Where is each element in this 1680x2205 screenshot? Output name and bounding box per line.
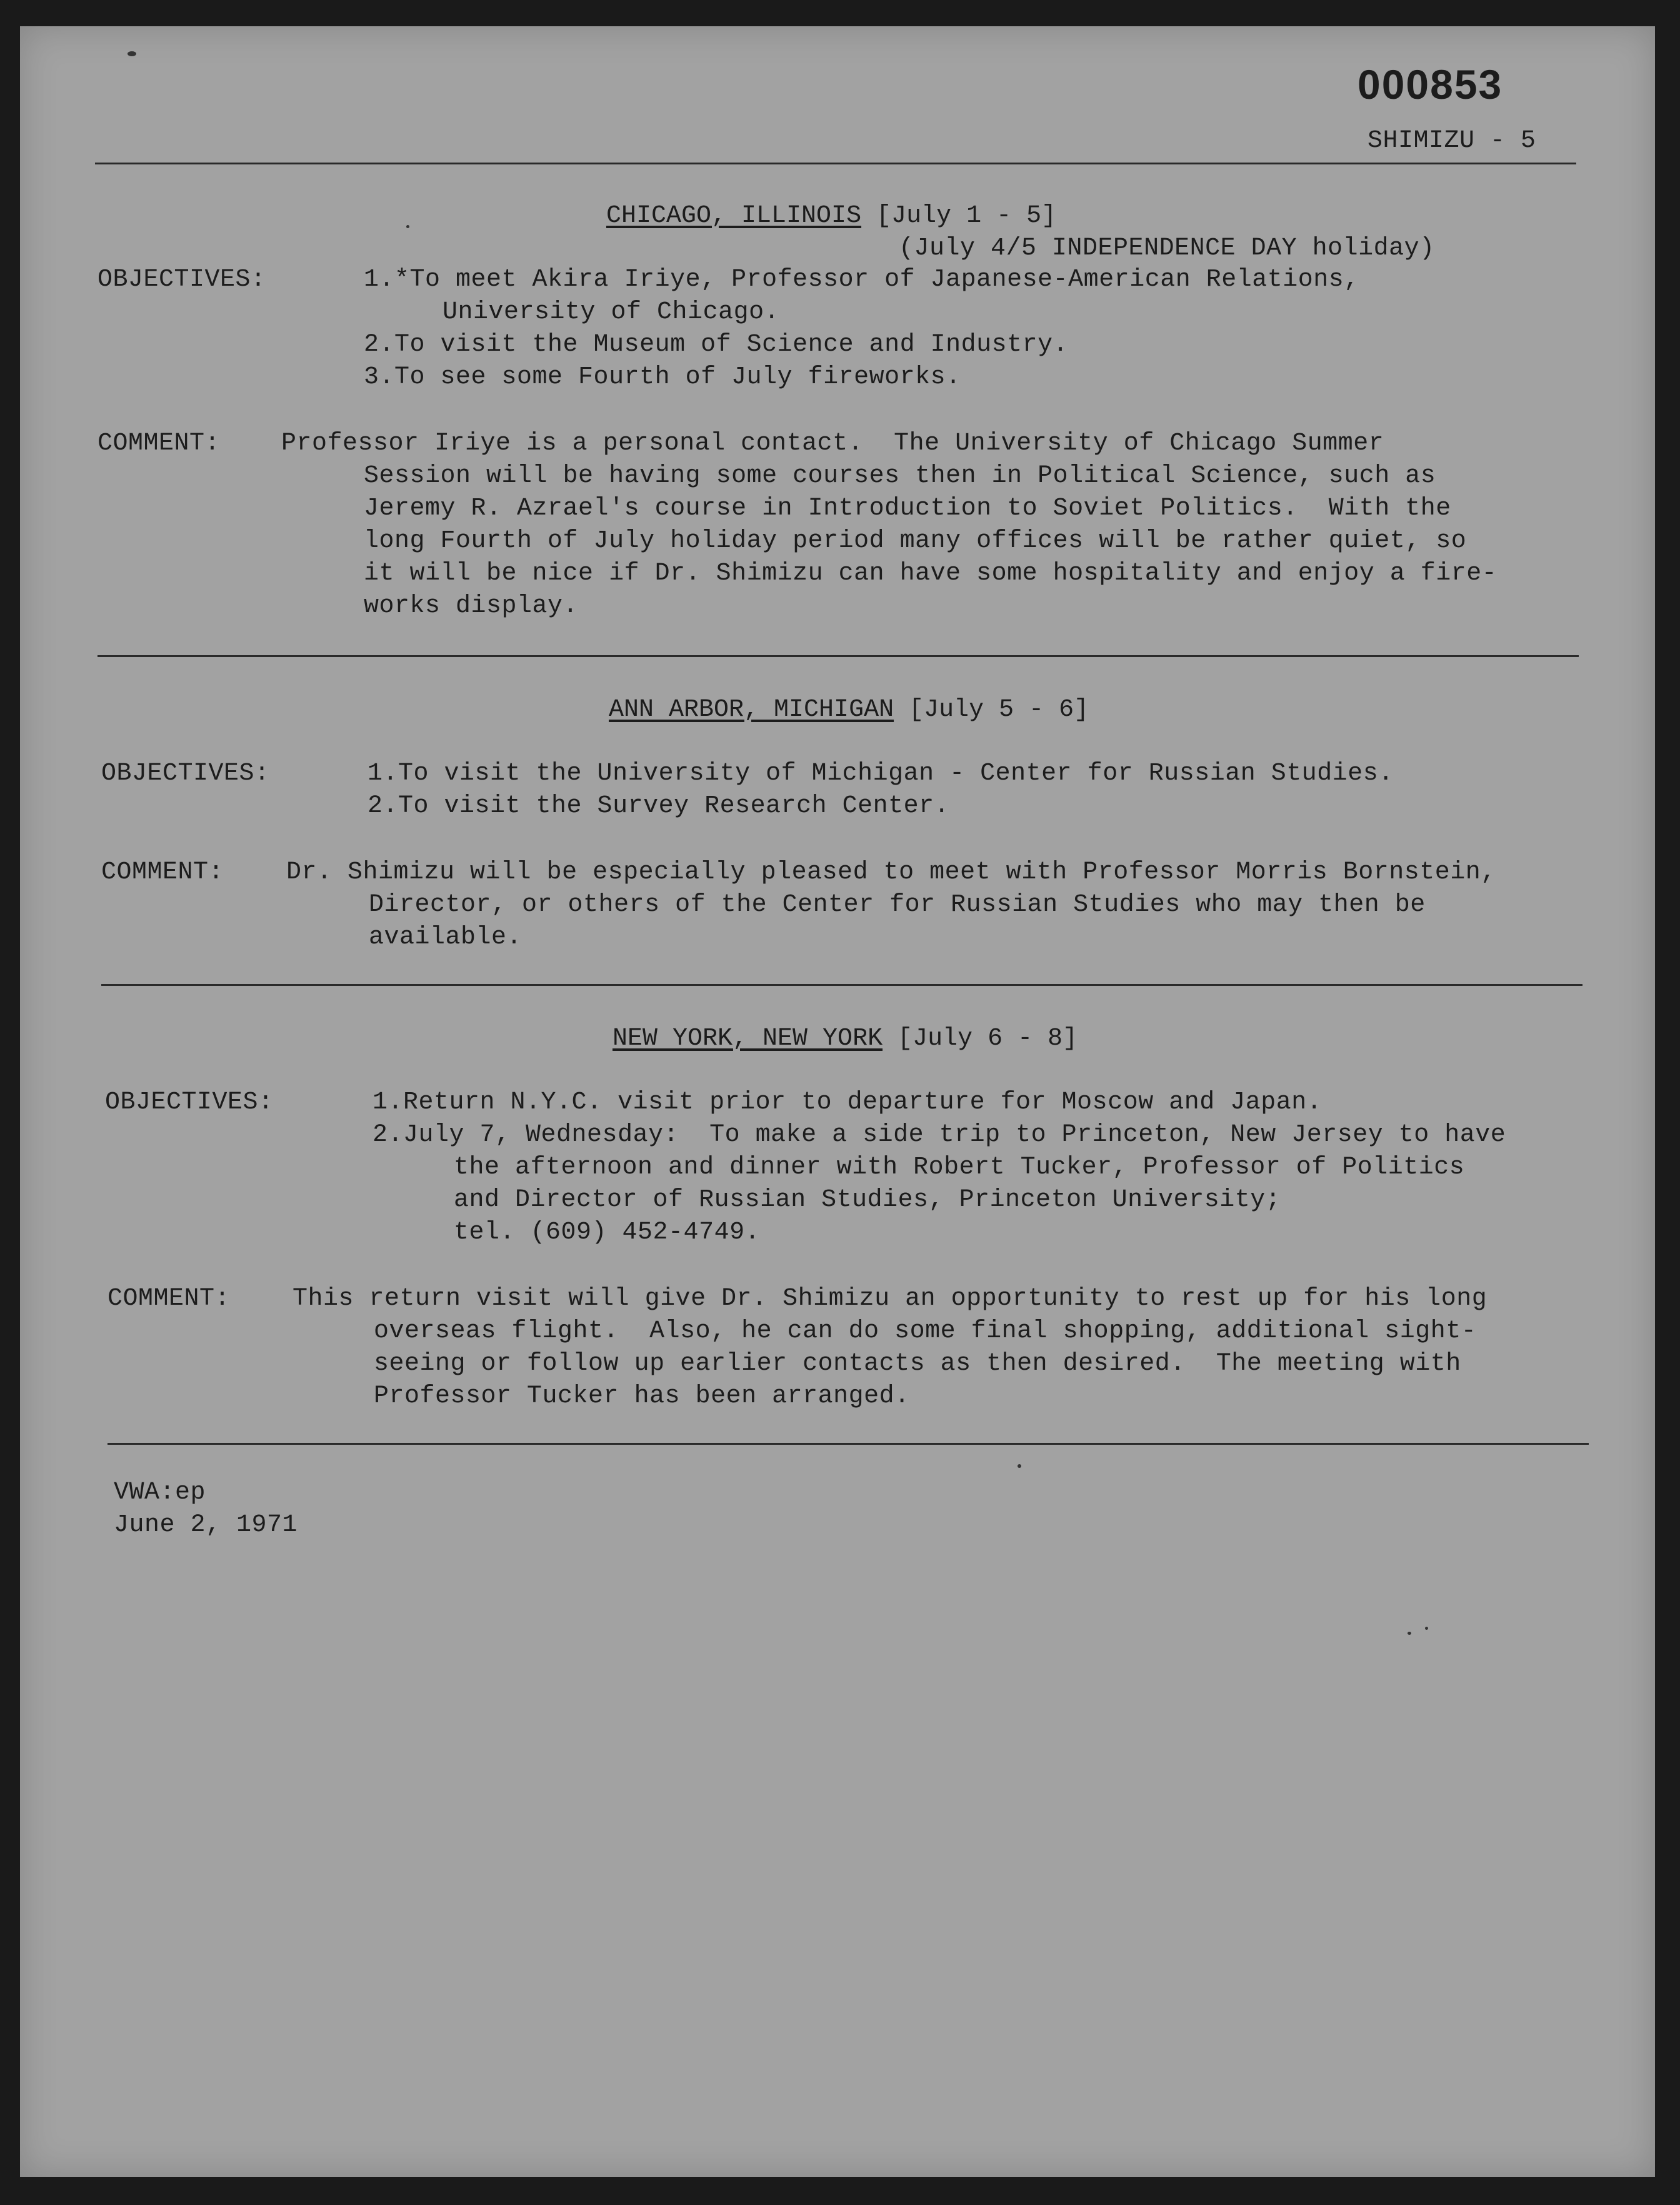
comment-line: seeing or follow up earlier contacts as then desired. The meeting with (374, 1350, 1461, 1378)
comment-line: Dr. Shimizu will be especially pleased to meet with Professor Morris Bornstein, (286, 858, 1496, 887)
comment-label: COMMENT: (101, 858, 224, 887)
comment-line: Professor Tucker has been arranged. (374, 1382, 910, 1410)
comment-line: long Fourth of July holiday period many offices will be rather quiet, so (364, 527, 1467, 555)
objective-item: 2.To visit the Museum of Science and Industry. (364, 331, 1069, 359)
objective-item: tel. (609) 452-4749. (454, 1218, 761, 1247)
objectives-label: OBJECTIVES: (101, 760, 270, 788)
speck (1018, 1464, 1021, 1468)
objective-item: 1.Return N.Y.C. visit prior to departure for Moscow and Japan. (372, 1088, 1322, 1117)
comment-line: it will be nice if Dr. Shimizu can have some hospitality and enjoy a fire- (364, 560, 1498, 588)
section-dates: [July 5 - 6] (909, 696, 1089, 724)
speck (128, 51, 136, 56)
speck (406, 225, 409, 228)
section-note: (July 4/5 INDEPENDENCE DAY holiday) (899, 234, 1435, 263)
comment-line: works display. (364, 592, 579, 620)
section-dates: [July 1 - 5] (876, 202, 1057, 230)
page-label: SHIMIZU - 5 (1368, 127, 1536, 155)
section-dates: [July 6 - 8] (898, 1025, 1078, 1053)
section-place: CHICAGO, ILLINOIS (606, 202, 862, 230)
document-page (20, 26, 1655, 2177)
comment-line: Session will be having some courses then in Political Science, such as (364, 462, 1436, 490)
section-place: NEW YORK, NEW YORK (612, 1025, 883, 1053)
comment-label: COMMENT: (98, 429, 221, 458)
comment-line: overseas flight. Also, he can do some final shopping, additional sight- (374, 1317, 1477, 1345)
divider (101, 984, 1582, 986)
comment-line: Jeremy R. Azrael's course in Introduction to Soviet Politics. With the (364, 495, 1451, 523)
objective-item: and Director of Russian Studies, Princeton University; (454, 1186, 1281, 1214)
divider (98, 655, 1579, 657)
objective-item: the afternoon and dinner with Robert Tucker, Professor of Politics (454, 1153, 1465, 1182)
objective-item: 3.To see some Fourth of July fireworks. (364, 363, 961, 391)
section-place: ANN ARBOR, MICHIGAN (609, 696, 894, 724)
comment-line: Director, or others of the Center for Russian Studies who may then be (369, 891, 1426, 919)
document-number: 000853 (1358, 61, 1503, 108)
objective-item: University of Chicago. (442, 298, 780, 326)
objective-item: 2.July 7, Wednesday: To make a side trip to Princeton, New Jersey to have (372, 1121, 1506, 1149)
speck (1408, 1632, 1411, 1635)
objective-item: 1.*To meet Akira Iriye, Professor of Japanese-American Relations, (364, 266, 1359, 294)
divider (108, 1443, 1589, 1445)
comment-line: available. (369, 923, 522, 952)
section-heading-new-york (612, 1023, 1078, 1055)
typist-initials: VWA:ep (114, 1479, 206, 1507)
document-date: June 2, 1971 (114, 1511, 298, 1539)
section-heading-ann-arbor (609, 694, 1089, 726)
divider (95, 163, 1576, 164)
comment-line: This return visit will give Dr. Shimizu an opportunity to rest up for his long (292, 1285, 1488, 1313)
comment-label: COMMENT: (108, 1285, 231, 1313)
section-heading-chicago (606, 200, 1056, 233)
objectives-label: OBJECTIVES: (98, 266, 266, 294)
speck (1425, 1627, 1428, 1630)
objective-item: 1.To visit the University of Michigan - Center for Russian Studies. (368, 760, 1394, 788)
objectives-label: OBJECTIVES: (105, 1088, 274, 1117)
comment-line: Professor Iriye is a personal contact. The University of Chicago Summer (281, 429, 1384, 458)
objective-item: 2.To visit the Survey Research Center. (368, 792, 950, 820)
